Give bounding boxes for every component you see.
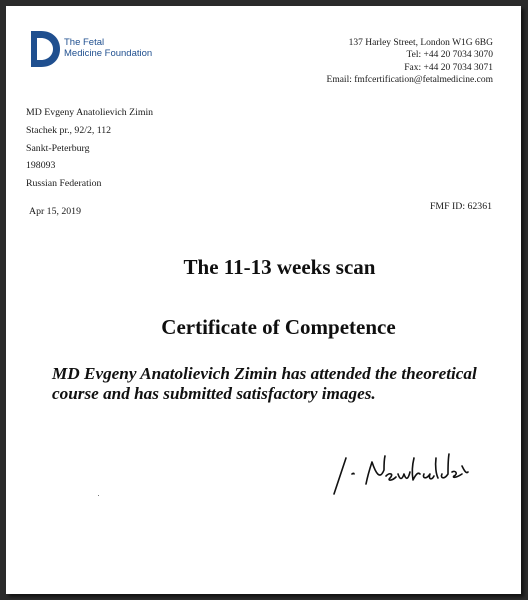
recipient-name: MD Evgeny Anatolievich Zimin bbox=[26, 107, 154, 118]
recipient-address bbox=[26, 104, 153, 193]
issue-date: Apr 15, 2019 bbox=[29, 206, 81, 217]
logo-line-1: The Fetal bbox=[64, 37, 105, 48]
recipient-postcode: 198093 bbox=[26, 160, 56, 172]
handwritten-signature bbox=[324, 436, 474, 511]
organization-contact bbox=[327, 37, 493, 86]
fmf-id: FMF ID: 62361 bbox=[429, 201, 492, 212]
certificate-page bbox=[6, 6, 521, 594]
recipient-country: Russian Federation bbox=[26, 178, 102, 190]
org-address: 137 Harley Street, London W1G 6BG bbox=[348, 38, 493, 48]
certificate-statement: MD Evgeny Anatolievich Zimin has attended the theoretical course and has submitted satisfactory images. bbox=[52, 364, 477, 403]
logo-line-2: Medicine Foundation bbox=[64, 48, 153, 59]
recipient-street: Stachek pr., 92/2, 112 bbox=[26, 124, 112, 136]
scan-title: The 11-13 weeks scan bbox=[183, 255, 376, 279]
recipient-city: Sankt-Peterburg bbox=[26, 142, 90, 154]
org-fax: Fax: +44 20 7034 3071 bbox=[404, 62, 493, 73]
org-tel: Tel: +44 20 7034 3070 bbox=[406, 50, 493, 61]
stray-mark bbox=[98, 495, 99, 496]
fmf-logo bbox=[29, 29, 159, 75]
org-email: Email: fmfcertification@fetalmedicine.com bbox=[326, 74, 493, 85]
certificate-title: Certificate of Competence bbox=[161, 315, 396, 339]
logo-text bbox=[64, 37, 152, 59]
fmf-logo-icon bbox=[29, 29, 61, 69]
